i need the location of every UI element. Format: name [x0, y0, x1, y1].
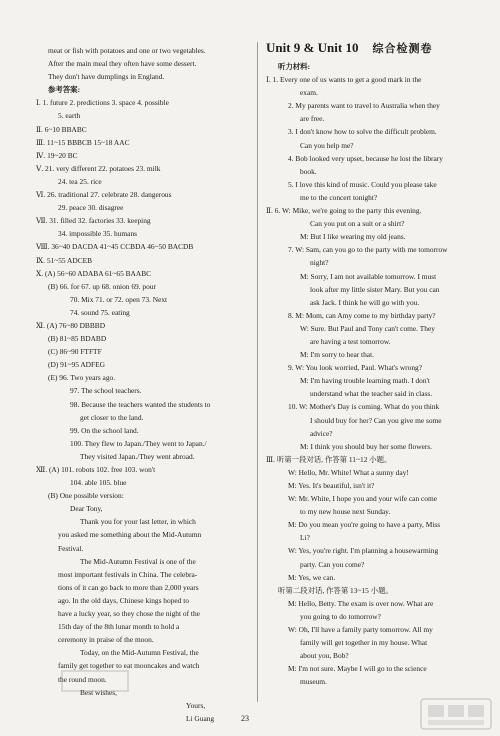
right-text-line: ask Jack. I think he will go with you.: [310, 297, 420, 307]
left-text-line: 74. sound 75. eating: [70, 307, 130, 317]
left-text-line: Ⅲ. 11~15 BBBCB 15~18 AAC: [36, 137, 130, 147]
right-text-line: M: I think you should buy her some flowers.: [300, 441, 432, 451]
right-text-line: M: I'm having trouble learning math. I don't: [300, 376, 430, 386]
left-text-line: most important festivals in China. The celebra-: [58, 569, 198, 579]
right-text-line: 听力材料:: [278, 62, 311, 71]
right-text-line: are free.: [300, 114, 325, 124]
right-text-line: W: Sure. But Paul and Tony can't come. They: [300, 323, 435, 333]
left-text-line: The Mid-Autumn Festival is one of the: [80, 556, 196, 566]
left-text-line: Best wishes,: [80, 687, 117, 697]
right-text-line: look after my little sister Mary. But you can: [310, 284, 440, 294]
left-text-line: Today, on the Mid-Autumn Festival, the: [80, 648, 199, 658]
right-text-line: 8. M: Mom, can Amy come to my birthday party?: [288, 310, 436, 320]
left-text-line: get closer to the land.: [80, 412, 144, 422]
unit-title: [266, 40, 478, 56]
right-text-line: M: I'm sorry to hear that.: [300, 350, 374, 360]
left-text-line: 99. On the school land.: [70, 425, 139, 435]
left-text-line: (B) One possible version:: [48, 491, 124, 501]
right-text-line: me to the concert tonight?: [300, 192, 378, 202]
left-text-line: 29. peace 30. disagree: [58, 203, 124, 213]
column-divider: [257, 42, 258, 702]
right-text-line: M: Sorry, I am not available tomorrow. I must: [300, 271, 437, 281]
right-text-line: 3. I don't know how to solve the difficult problem.: [288, 127, 437, 137]
left-text-line: Dear Tony,: [70, 504, 103, 514]
left-text-line: ago. In the old days, Chinese kings hoped to: [58, 595, 189, 605]
right-text-line: 2. My parents want to travel to Australia when they: [288, 101, 440, 111]
left-text-line: (B) 66. for 67. up 68. onion 69. pour: [48, 281, 156, 291]
right-text-line: 10. W: Mother's Day is coming. What do you think: [288, 402, 440, 412]
page-number: 23: [241, 714, 249, 723]
left-text-line: Thank you for your last letter, in which: [80, 517, 196, 527]
left-text-line: Yours,: [186, 700, 206, 710]
left-text-line: tions of it can go back to more than 2,000 years: [58, 582, 199, 592]
left-text-line: (B) 81~85 BDABD: [48, 334, 107, 344]
left-text-line: (D) 91~95 ADFEG: [48, 360, 105, 370]
unit-title-sub: 综合检测卷: [372, 43, 433, 55]
left-text-line: Ⅹ. (A) 56~60 ADABA 61~65 BAABC: [36, 268, 152, 278]
right-text-line: W: Mr. White, I hope you and your wife can come: [288, 494, 437, 504]
right-text-line: 4. Bob looked very upset, because he lost the library: [288, 153, 443, 163]
left-text-line: Ⅴ. 21. very different 22. potatoes 23. milk: [36, 163, 161, 173]
right-text-line: you going to do tomorrow?: [300, 611, 381, 621]
left-text-line: family get together to eat mooncakes and watch: [58, 661, 200, 671]
right-text-line: Ⅰ. 1. Every one of us wants to get a good mark in the: [266, 75, 422, 85]
left-text-line: 5. earth: [58, 111, 81, 121]
right-text-line: I should buy for her? Can you give me some: [310, 415, 442, 425]
left-text-line: have a lucky year, so they chose the night of the: [58, 609, 200, 619]
right-text-line: M: Yes, we can.: [288, 572, 336, 582]
right-text-line: Can you help me?: [300, 140, 354, 150]
right-column: [266, 60, 478, 689]
left-text-line: 15th day of the 8th lunar month to hold a: [58, 622, 180, 632]
left-text-line: Ⅵ. 26. traditional 27. celebrate 28. dangerous: [36, 190, 172, 200]
right-text-line: M: Do you mean you're going to have a party, Miss: [288, 520, 441, 530]
right-text-line: M: Hello, Betty. The exam is over now. What are: [288, 598, 434, 608]
left-text-line: Ⅳ. 19~20 BC: [36, 150, 78, 160]
left-text-line: 24. tea 25. rice: [58, 176, 102, 186]
left-text-line: (E) 96. Two years ago.: [48, 373, 116, 383]
right-text-line: understand what the teacher said in class.: [310, 389, 433, 399]
right-text-line: 5. I love this kind of music. Could you please take: [288, 179, 437, 189]
left-text-line: They don't have dumplings in England.: [48, 72, 165, 82]
left-text-line: 97. The school teachers.: [70, 386, 142, 396]
left-text-line: 98. Because the teachers wanted the students to: [70, 399, 211, 409]
right-text-line: 7. W: Sam, can you go to the party with me tomorrow: [288, 245, 448, 255]
right-text-line: Can you put on a suit or a shirt?: [310, 219, 405, 229]
right-text-line: 9. W: You look worried, Paul. What's wrong?: [288, 363, 423, 373]
left-text-line: Li Guang: [186, 713, 215, 723]
left-text-line: Ⅶ. 31. filled 32. factories 33. keeping: [36, 216, 151, 226]
left-text-line: Ⅸ. 51~55 ADCEB: [36, 255, 93, 265]
right-text-line: to my new house next Sunday.: [300, 507, 391, 517]
left-text-line: 100. They flew to Japan./They went to Japan./: [70, 438, 207, 448]
left-text-line: 104. able 105. blue: [70, 478, 127, 488]
right-text-line: exam.: [300, 88, 318, 98]
right-text-line: M: I'm not sure. Maybe I will go to the science: [288, 664, 427, 674]
left-text-line: They visited Japan./They went abroad.: [80, 451, 195, 461]
right-text-line: 听第二段对话, 作答第 13~15 小题。: [278, 585, 393, 595]
left-text-line: Ⅱ. 6~10 BBABC: [36, 124, 87, 134]
right-text-line: W: Yes, you're right. I'm planning a housewarming: [288, 546, 439, 556]
right-text-line: family will get together in my house. What: [300, 638, 428, 648]
left-text-line: Ⅰ. 1. future 2. predictions 3. space 4. possible: [36, 98, 169, 108]
faint-stamp-mark: [60, 668, 130, 694]
right-text-line: are having a test tomorrow.: [310, 336, 391, 346]
right-text-line: party. Can you come?: [300, 559, 365, 569]
right-text-line: book.: [300, 166, 317, 176]
left-text-line: 34. impossible 35. humans: [58, 229, 138, 239]
watermark-logo: [420, 698, 492, 730]
left-text-line: Ⅻ. (A) 101. robots 102. free 103. won't: [36, 465, 156, 474]
right-text-line: W: Oh, I'll have a family party tomorrow. All my: [288, 625, 433, 635]
left-text-line: (C) 86~90 FTFTF: [48, 347, 102, 357]
unit-title-main: Unit 9 & Unit 10: [266, 40, 359, 55]
left-text-line: After the main meal they often have some dessert.: [48, 59, 197, 69]
left-text-line: you asked me something about the Mid-Autumn: [58, 530, 202, 540]
right-text-line: M: Yes. It's beautiful, isn't it?: [288, 481, 375, 490]
right-text-line: Li?: [300, 533, 310, 543]
left-text-line: Ⅺ. (A) 76~80 DBBBD: [36, 320, 106, 330]
left-text-line: meat or fish with potatoes and one or two vegetables.: [48, 46, 206, 55]
right-text-line: night?: [310, 258, 329, 268]
left-text-line: 70. Mix 71. or 72. open 73. Next: [70, 294, 168, 304]
right-text-line: M: But I like wearing my old jeans.: [300, 232, 406, 242]
left-text-line: 参考答案:: [48, 85, 81, 95]
right-text-line: Ⅲ. 听第一段对话, 作答第 11~12 小题。: [266, 454, 392, 464]
left-text-line: Ⅷ. 36~40 DACDA 41~45 CCBDA 46~50 BACDB: [36, 242, 194, 252]
right-text-line: museum.: [300, 677, 327, 687]
right-text-line: W: Hello, Mr. White! What a sunny day!: [288, 467, 409, 477]
right-text-line: Ⅱ. 6. W: Mike, we're going to the party this evening.: [266, 206, 422, 216]
left-text-line: Festival.: [58, 543, 84, 553]
left-text-line: the round moon.: [58, 674, 107, 684]
right-text-line: about you, Bob?: [300, 651, 349, 661]
left-column: [36, 44, 250, 725]
right-text-line: advice?: [310, 428, 333, 438]
left-text-line: ceremony in praise of the moon.: [58, 635, 154, 645]
